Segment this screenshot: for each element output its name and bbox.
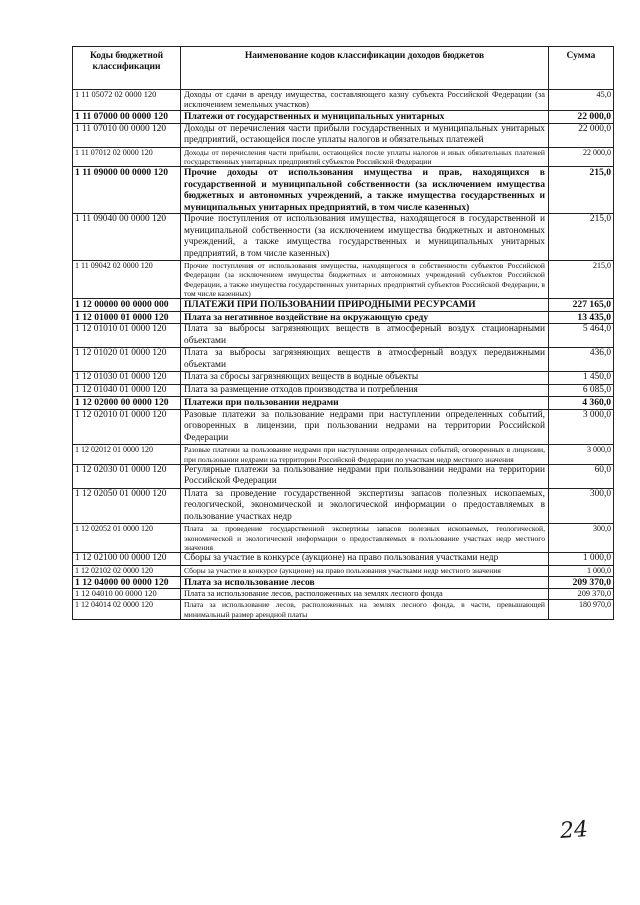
table-row xyxy=(73,372,614,385)
table-body xyxy=(73,90,614,620)
row-name: Платежи от государственных и муниципальных унитарных xyxy=(181,111,549,124)
row-code: 1 11 07000 00 0000 120 xyxy=(73,111,181,124)
header-codes: Коды бюджетной классификации xyxy=(73,47,181,90)
revenue-table xyxy=(72,46,614,620)
table-row xyxy=(73,397,614,410)
row-code: 1 12 00000 00 0000 000 xyxy=(73,299,181,312)
row-sum: 5 464,0 xyxy=(549,324,614,348)
row-name: Плата за проведение государственной экспертизы запасов полезных ископаемых, геологической, экономической и экологической информации о предоставляемых в пользование участках недр местного значения xyxy=(181,524,549,553)
table-row xyxy=(73,445,614,465)
table-row xyxy=(73,600,614,620)
row-sum: 300,0 xyxy=(549,488,614,524)
row-sum: 13 435,0 xyxy=(549,311,614,324)
row-sum: 436,0 xyxy=(549,348,614,372)
row-code: 1 11 09040 00 0000 120 xyxy=(73,214,181,261)
header-names: Наименование кодов классификации доходов бюджетов xyxy=(181,47,549,90)
table-row xyxy=(73,167,614,214)
table-row xyxy=(73,576,614,589)
row-name: Прочие доходы от использования имущества и прав, находящихся в государственной и муниципальной собственности (за исключением имущества бюджетных и автономных учреждений, а также имущества государственных и муниципальных унитарных предприятий, в том числе казенных) xyxy=(181,167,549,214)
row-sum: 215,0 xyxy=(549,214,614,261)
row-name: Прочие поступления от использования имущества, находящегося в собственности субъектов Российской Федерации (за исключением имущества бюджетных и автономных учреждений субъектов Российской Федерации, а также имущества государственных унитарных предприятий субъектов Российской Федерации, в том числе казенных) xyxy=(181,261,549,299)
table-header-row xyxy=(73,47,614,90)
row-code: 1 11 07010 00 0000 120 xyxy=(73,123,181,147)
row-code: 1 12 04014 02 0000 120 xyxy=(73,600,181,620)
table-row xyxy=(73,324,614,348)
row-code: 1 12 02102 02 0000 120 xyxy=(73,565,181,576)
row-name: Плата за использование лесов, расположенных на землях лесного фонда, в части, превышающей минимальный размер арендной платы xyxy=(181,600,549,620)
row-code: 1 12 04010 00 0000 120 xyxy=(73,589,181,600)
row-code: 1 12 02012 01 0000 120 xyxy=(73,445,181,465)
row-name: Плата за проведение государственной экспертизы запасов полезных ископаемых, геологической, экономической и экологической информации о предоставляемых в пользование участках недр xyxy=(181,488,549,524)
table-row xyxy=(73,384,614,397)
row-sum: 3 000,0 xyxy=(549,409,614,445)
row-name: Доходы от перечисления части прибыли государственных и муниципальных унитарных предприятий, остающейся после уплаты налогов и обязательных платежей xyxy=(181,123,549,147)
table-row xyxy=(73,311,614,324)
row-sum: 4 360,0 xyxy=(549,397,614,410)
table-row xyxy=(73,464,614,488)
row-sum: 209 370,0 xyxy=(549,589,614,600)
row-code: 1 12 02010 01 0000 120 xyxy=(73,409,181,445)
row-code: 1 11 09042 02 0000 120 xyxy=(73,261,181,299)
row-code: 1 12 01000 01 0000 120 xyxy=(73,311,181,324)
row-name: Сборы за участие в конкурсе (аукционе) на право пользования участками недр xyxy=(181,553,549,566)
table-row xyxy=(73,123,614,147)
header-sum: Сумма xyxy=(549,47,614,90)
row-name: Плата за размещение отходов производства и потребления xyxy=(181,384,549,397)
row-code: 1 12 02052 01 0000 120 xyxy=(73,524,181,553)
table-row xyxy=(73,147,614,167)
row-name: Плата за выбросы загрязняющих веществ в атмосферный воздух передвижными объектами xyxy=(181,348,549,372)
row-name: Плата за сбросы загрязняющих веществ в водные объекты xyxy=(181,372,549,385)
row-name: Разовые платежи за пользование недрами при наступлении определенных событий, оговоренных в лицензии, при пользовании недрами на территории Российской Федерации по участкам недр местного значения xyxy=(181,445,549,465)
row-code: 1 12 01010 01 0000 120 xyxy=(73,324,181,348)
row-sum: 215,0 xyxy=(549,167,614,214)
row-name: Доходы от перечисления части прибыли, остающейся после уплаты налогов и иных обязательных платежей государственных унитарных предприятий субъектов Российской Федерации xyxy=(181,147,549,167)
table-row xyxy=(73,524,614,553)
table-row xyxy=(73,111,614,124)
row-code: 1 12 02050 01 0000 120 xyxy=(73,488,181,524)
row-code: 1 11 05072 02 0000 120 xyxy=(73,90,181,111)
row-code: 1 11 09000 00 0000 120 xyxy=(73,167,181,214)
row-code: 1 12 01030 01 0000 120 xyxy=(73,372,181,385)
table-row xyxy=(73,348,614,372)
row-sum: 1 450,0 xyxy=(549,372,614,385)
row-sum: 180 970,0 xyxy=(549,600,614,620)
row-name: Разовые платежи за пользование недрами при наступлении определенных событий, оговоренных в лицензии, при пользовании недрами на территории Российской Федерации xyxy=(181,409,549,445)
row-name: Плата за выбросы загрязняющих веществ в атмосферный воздух стационарными объектами xyxy=(181,324,549,348)
row-name: Платежи при пользовании недрами xyxy=(181,397,549,410)
table-row xyxy=(73,565,614,576)
row-sum: 215,0 xyxy=(549,261,614,299)
row-code: 1 12 01040 01 0000 120 xyxy=(73,384,181,397)
row-sum: 6 085,0 xyxy=(549,384,614,397)
row-name: Сборы за участие в конкурсе (аукционе) на право пользования участками недр местного значения xyxy=(181,565,549,576)
row-sum: 209 370,0 xyxy=(549,576,614,589)
row-sum: 22 000,0 xyxy=(549,111,614,124)
row-sum: 1 000,0 xyxy=(549,565,614,576)
row-sum: 3 000,0 xyxy=(549,445,614,465)
row-name: Плата за использование лесов, расположенных на землях лесного фонда xyxy=(181,589,549,600)
table-row xyxy=(73,488,614,524)
row-name: ПЛАТЕЖИ ПРИ ПОЛЬЗОВАНИИ ПРИРОДНЫМИ РЕСУРСАМИ xyxy=(181,299,549,312)
row-name: Прочие поступления от использования имущества, находящегося в государственной и муниципальной собственности (за исключением имущества бюджетных и автономных учреждений, а также имущества государственных и муниципальных унитарных предприятий, в том числе казенных) xyxy=(181,214,549,261)
page-number: 24 xyxy=(559,817,589,844)
table-row xyxy=(73,589,614,600)
row-sum: 45,0 xyxy=(549,90,614,111)
row-sum: 227 165,0 xyxy=(549,299,614,312)
row-sum: 300,0 xyxy=(549,524,614,553)
row-name: Плата за негативное воздействие на окружающую среду xyxy=(181,311,549,324)
row-code: 1 12 02030 01 0000 120 xyxy=(73,464,181,488)
row-sum: 22 000,0 xyxy=(549,123,614,147)
row-sum: 60,0 xyxy=(549,464,614,488)
table-row xyxy=(73,553,614,566)
table-row xyxy=(73,299,614,312)
row-sum: 22 000,0 xyxy=(549,147,614,167)
table-row xyxy=(73,90,614,111)
row-code: 1 11 07012 02 0000 120 xyxy=(73,147,181,167)
table-row xyxy=(73,214,614,261)
row-code: 1 12 04000 00 0000 120 xyxy=(73,576,181,589)
row-code: 1 12 02000 00 0000 120 xyxy=(73,397,181,410)
row-code: 1 12 01020 01 0000 120 xyxy=(73,348,181,372)
table-row xyxy=(73,409,614,445)
row-name: Регулярные платежи за пользование недрами при пользовании недрами на территории Российской Федерации xyxy=(181,464,549,488)
row-name: Плата за использование лесов xyxy=(181,576,549,589)
row-code: 1 12 02100 00 0000 120 xyxy=(73,553,181,566)
table-row xyxy=(73,261,614,299)
row-sum: 1 000,0 xyxy=(549,553,614,566)
row-name: Доходы от сдачи в аренду имущества, составляющего казну субъекта Российской Федерации (за исключением земельных участков) xyxy=(181,90,549,111)
